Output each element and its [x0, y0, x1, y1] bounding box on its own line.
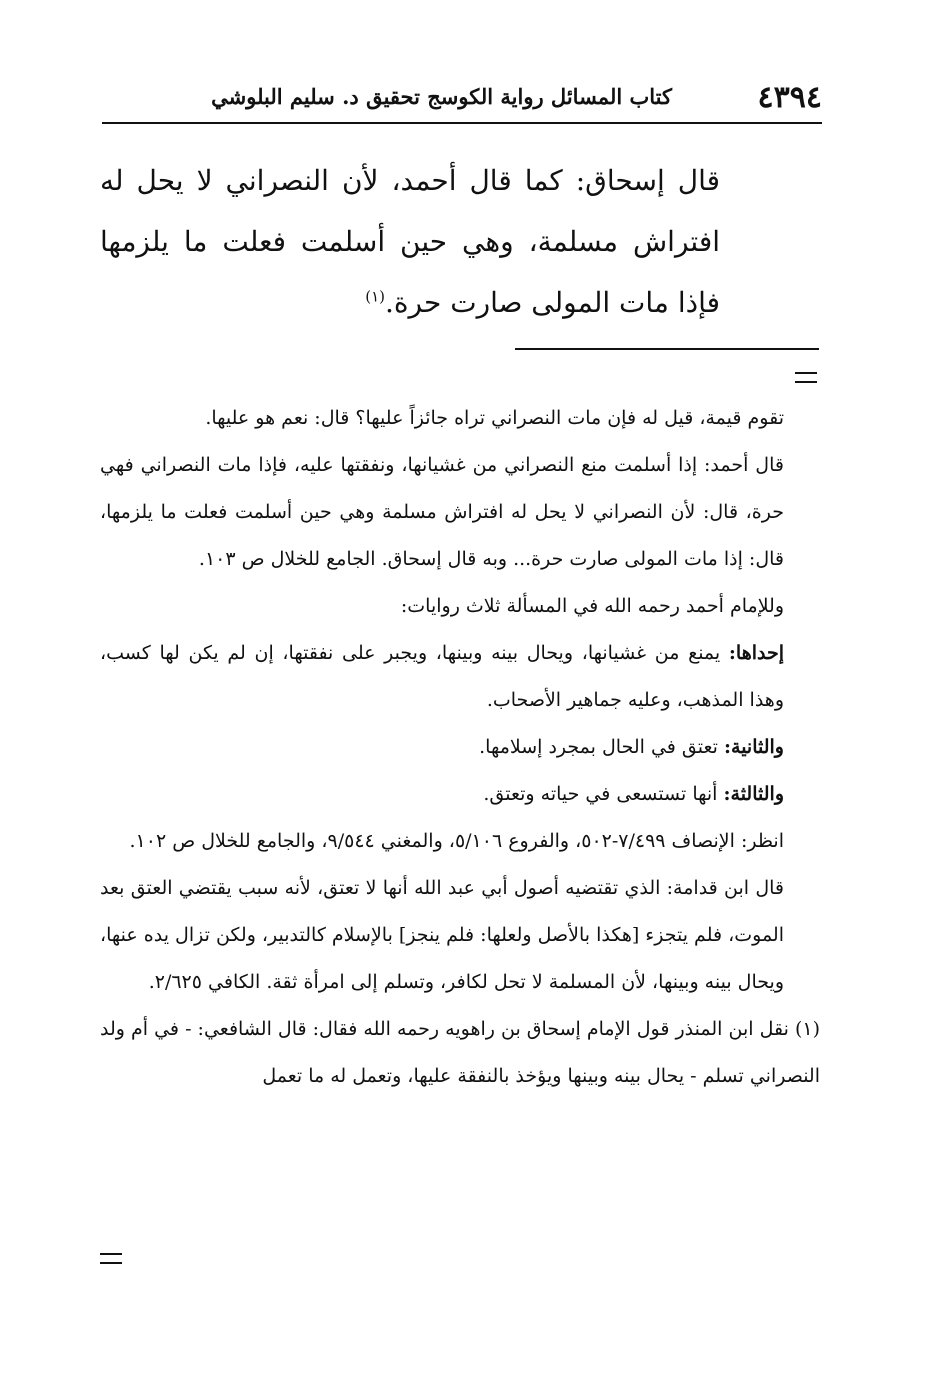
page-number: ٤٣٩٤ [757, 80, 822, 115]
continuation-mark-top [795, 372, 817, 383]
header-rule [102, 122, 822, 124]
narration-text: تعتق في الحال بمجرد إسلامها. [479, 736, 718, 758]
footnotes [100, 395, 820, 1100]
footnote-paragraph: قال ابن قدامة: الذي تقتضيه أصول أبي عبد الله أنها لا تعتق، لأنه سبب يقتضي العتق بعد الموت، فلم يتجزء [هكذا بالأصل ولعلها: فلم ينجز] بالإسلام كالتدبير، ولكن تزال يده عنها، ويحال بينه وبينها، لأن المسلمة لا تحل لكافر، وتسلم إلى امرأة ثقة. الكافي ٢/٦٢٥. [100, 877, 784, 993]
narration-label: والثانية: [724, 736, 784, 758]
footnote-paragraph [100, 771, 784, 818]
continuation-mark-bottom [100, 1253, 122, 1264]
footnote-paragraph [100, 724, 784, 771]
narration-text: يمنع من غشيانها، ويحال بينه وبينها، ويجبر على نفقتها، إن لم يكن لها كسب، وهذا المذهب، وعليه جماهير الأصحاب. [100, 642, 784, 711]
footnote-reference: (١) [365, 287, 385, 306]
footnote-paragraph [100, 630, 784, 724]
page-header [102, 72, 822, 122]
narration-label: إحداها: [728, 642, 784, 664]
footnote-paragraph: وللإمام أحمد رحمه الله في المسألة ثلاث روايات: [400, 595, 784, 617]
main-text [100, 150, 720, 333]
narration-label: والثالثة: [723, 783, 784, 805]
main-paragraph: قال إسحاق: كما قال أحمد، لأن النصراني لا يحل له افتراش مسلمة، وهي حين أسلمت فعلت ما يلزمها فإذا مات المولى صارت حرة. [100, 164, 720, 319]
footnote-separator [515, 348, 819, 350]
running-title: كتاب المسائل رواية الكوسج تحقيق د. سليم البلوشي [211, 84, 672, 109]
narration-text: أنها تستسعى في حياته وتعتق. [483, 783, 718, 805]
footnote-paragraph: قال أحمد: إذا أسلمت منع النصراني من غشيانها، ونفقتها عليه، فإذا مات النصراني فهي حرة، قال: لأن النصراني لا يحل له افتراش مسلمة وهي حين أسلمت فعلت ما يلزمها، قال: إذا مات المولى صارت حرة... وبه قال إسحاق. الجامع للخلال ص ١٠٣. [100, 454, 784, 570]
footnote-paragraph: انظر: الإنصاف ٧/٤٩٩-٥٠٢، والفروع ٥/١٠٦، والمغني ٩/٥٤٤، والجامع للخلال ص ١٠٢. [129, 830, 784, 852]
footnote-paragraph: تقوم قيمة، قيل له فإن مات النصراني تراه جائزاً عليها؟ قال: نعم هو عليها. [205, 407, 784, 429]
footnote-one: (١) نقل ابن المنذر قول الإمام إسحاق بن راهويه رحمه الله فقال: قال الشافعي: - في أم ولد النصراني تسلم - يحال بينه وبينها ويؤخذ بالنفقة عليها، وتعمل له ما تعمل [100, 1018, 820, 1087]
